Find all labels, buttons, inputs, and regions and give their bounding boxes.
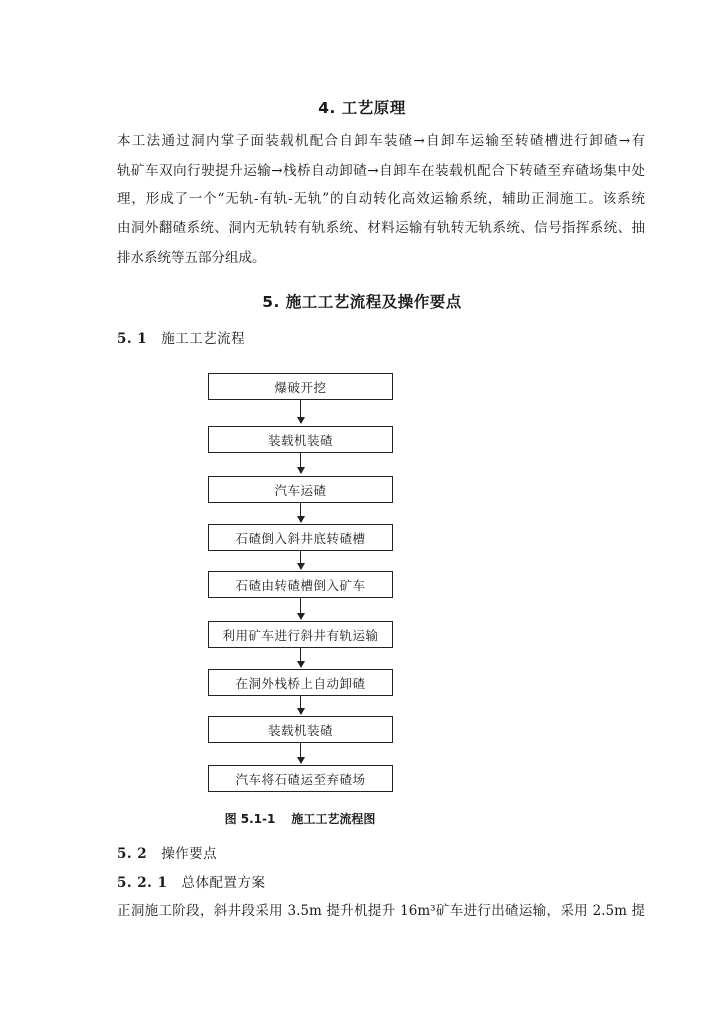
paragraph-line: 正洞施工阶段，斜井段采用 3.5m 提升机提升 16m³矿车进行出碴运输，采用 2.5m 提 bbox=[117, 903, 645, 919]
paragraph-line: 由洞外翻碴系统、洞内无轨转有轨系统、材料运输有轨转无轨系统、信号指挥系统、抽 bbox=[117, 220, 645, 236]
subsection-label: 施工工艺流程 bbox=[161, 331, 246, 347]
subsection-5-2-1-heading bbox=[117, 871, 265, 891]
flow-arrow bbox=[300, 453, 301, 473]
paragraph-line: 理，形成了一个“无轨-有轨-无轨”的自动转化高效运输系统，辅助正洞施工。该系统 bbox=[117, 191, 645, 207]
subsection-number: 5. 1 bbox=[117, 331, 148, 347]
subsection-5-2-heading bbox=[117, 842, 217, 862]
flow-step: 在洞外栈桥上自动卸碴 bbox=[208, 669, 393, 696]
flow-step: 汽车运碴 bbox=[208, 476, 393, 503]
flow-step: 装载机装碴 bbox=[208, 716, 393, 743]
flow-step: 石碴由转碴槽倒入矿车 bbox=[208, 571, 393, 598]
figure-number: 图 5.1-1 bbox=[224, 812, 276, 826]
subsection-number: 5. 2 bbox=[117, 846, 148, 862]
flow-step: 利用矿车进行斜井有轨运输 bbox=[208, 621, 393, 648]
section-4-title: 4. 工艺原理 bbox=[318, 99, 406, 117]
section-5-title: 5. 施工工艺流程及操作要点 bbox=[262, 293, 462, 311]
flow-arrow bbox=[300, 696, 301, 714]
figure-caption bbox=[0, 810, 600, 827]
paragraph-line: 轨矿车双向行驶提升运输→栈桥自动卸碴→自卸车在装载机配合下转碴至弃碴场集中处 bbox=[117, 163, 645, 179]
flow-arrow bbox=[300, 598, 301, 619]
flow-step: 爆破开挖 bbox=[208, 373, 393, 400]
paragraph-line: 本工法通过洞内掌子面装载机配合自卸车装碴→自卸车运输至转碴槽进行卸碴→有 bbox=[117, 133, 645, 149]
flow-step: 汽车将石碴运至弃碴场 bbox=[208, 765, 393, 792]
figure-label: 施工工艺流程图 bbox=[291, 812, 376, 826]
flow-step: 石碴倒入斜井底转碴槽 bbox=[208, 524, 393, 551]
flow-arrow bbox=[300, 400, 301, 423]
flow-arrow bbox=[300, 743, 301, 763]
flow-step: 装载机装碴 bbox=[208, 426, 393, 453]
paragraph-line: 排水系统等五部分组成。 bbox=[117, 250, 266, 266]
flow-arrow bbox=[300, 648, 301, 667]
flow-arrow bbox=[300, 503, 301, 522]
subsection-label: 操作要点 bbox=[161, 846, 218, 862]
subsection-label: 总体配置方案 bbox=[181, 875, 266, 891]
flow-arrow bbox=[300, 551, 301, 569]
subsection-number: 5. 2. 1 bbox=[117, 875, 168, 891]
